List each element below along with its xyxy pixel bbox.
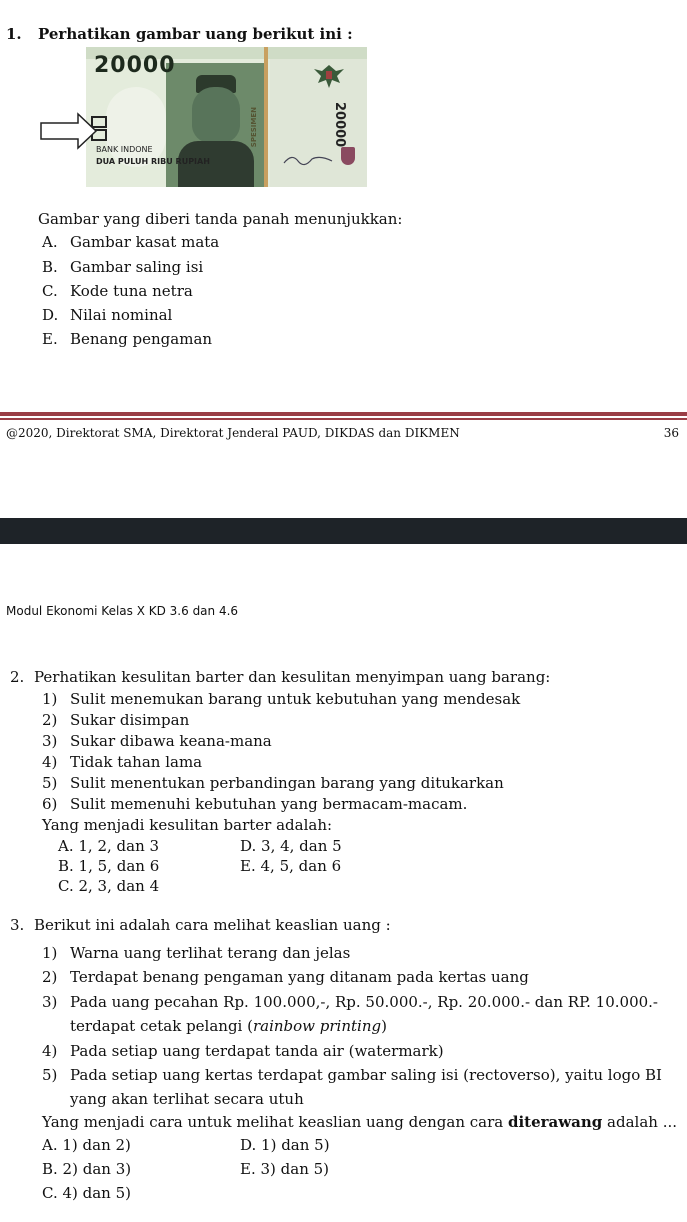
q3-item: 2) Terdapat benang pengaman yang ditanam pada kertas uang (42, 968, 529, 986)
q3-item: 3) Pada uang pecahan Rp. 100.000,-, Rp. 50.000.-, Rp. 20.000.- dan RP. 10.000.- (42, 993, 658, 1011)
footer-divider (0, 412, 687, 416)
page-number: 36 (663, 426, 679, 440)
q2-item: 5) Sulit menentukan perbandingan barang yang ditukarkan (42, 774, 504, 792)
footer-copyright: @2020, Direktorat SMA, Direktorat Jenderal PAUD, DIKDAS dan DIKMEN (6, 426, 460, 440)
q3-option-b: B. 2) dan 3) (42, 1160, 132, 1178)
q2-option-c: C. 2, 3, dan 4 (58, 877, 160, 895)
garuda-emblem-icon (312, 61, 346, 91)
q1-option-b: B. Gambar saling isi (42, 258, 204, 276)
page-break-bar (0, 518, 687, 544)
q3-item: 4) Pada setiap uang terdapat tanda air (watermark) (42, 1042, 444, 1060)
question-1-text: Gambar yang diberi tanda panah menunjukkan: (38, 210, 403, 228)
q3-item: 5) Pada setiap uang kertas terdapat gambar saling isi (rectoverso), yaitu logo BI (42, 1066, 662, 1084)
q3-item: 1) Warna uang terlihat terang dan jelas (42, 944, 351, 962)
q3-option-e: E. 3) dan 5) (240, 1160, 330, 1178)
q3-option-c: C. 4) dan 5) (42, 1184, 132, 1202)
footer-divider-thin (0, 418, 687, 420)
q2-option-e: E. 4, 5, dan 6 (240, 857, 342, 875)
q3-option-d: D. 1) dan 5) (240, 1136, 330, 1154)
watermark-area (106, 87, 166, 167)
q2-item: 3) Sukar dibawa keana-mana (42, 732, 272, 750)
signature (282, 151, 334, 167)
banknote-denomination: 20000 (94, 53, 176, 78)
banknote-vertical-denomination: 20000 (332, 102, 347, 148)
q1-option-e: E. Benang pengaman (42, 330, 213, 348)
banknote-specimen: SPESIMEN (250, 107, 258, 148)
question-3-text: Yang menjadi cara untuk melihat keaslian uang dengan cara diterawang adalah ... (42, 1113, 678, 1131)
q1-option-c: C. Kode tuna netra (42, 282, 193, 300)
q2-option-a: A. 1, 2, dan 3 (58, 837, 160, 855)
q1-option-a: A. Gambar kasat mata (42, 233, 220, 251)
banknote-bank-text: BANK INDONE (96, 145, 153, 154)
q2-item: 2) Sukar disimpan (42, 711, 190, 729)
q2-item: 1) Sulit menemukan barang untuk kebutuhan yang mendesak (42, 690, 521, 708)
shield-icon (341, 147, 355, 165)
security-thread (264, 47, 268, 187)
q2-item: 4) Tidak tahan lama (42, 753, 203, 771)
question-1-prompt: Perhatikan gambar uang berikut ini : (38, 25, 353, 43)
q2-option-d: D. 3, 4, dan 5 (240, 837, 342, 855)
banknote-image (86, 47, 367, 187)
question-3-prompt: Berikut ini adalah cara melihat keaslian uang : (34, 916, 391, 934)
q3-item-continued: terdapat cetak pelangi (rainbow printing) (70, 1017, 387, 1035)
q2-option-b: B. 1, 5, dan 6 (58, 857, 160, 875)
page-header: Modul Ekonomi Kelas X KD 3.6 dan 4.6 (6, 604, 239, 618)
question-1-number: 1. (6, 25, 22, 43)
q3-option-a: A. 1) dan 2) (42, 1136, 131, 1154)
question-2-number: 2. (10, 668, 25, 686)
q1-option-d: D. Nilai nominal (42, 306, 173, 324)
q2-item: 6) Sulit memenuhi kebutuhan yang bermacam-macam. (42, 795, 468, 813)
question-2-text: Yang menjadi kesulitan barter adalah: (42, 816, 333, 834)
q3-item-continued: yang akan terlihat secara utuh (70, 1090, 304, 1108)
pointer-arrow-icon (40, 111, 98, 151)
banknote-words: DUA PULUH RIBU RUPIAH (96, 157, 210, 166)
question-2-prompt: Perhatikan kesulitan barter dan kesulitan menyimpan uang barang: (34, 668, 551, 686)
question-3-number: 3. (10, 916, 25, 934)
